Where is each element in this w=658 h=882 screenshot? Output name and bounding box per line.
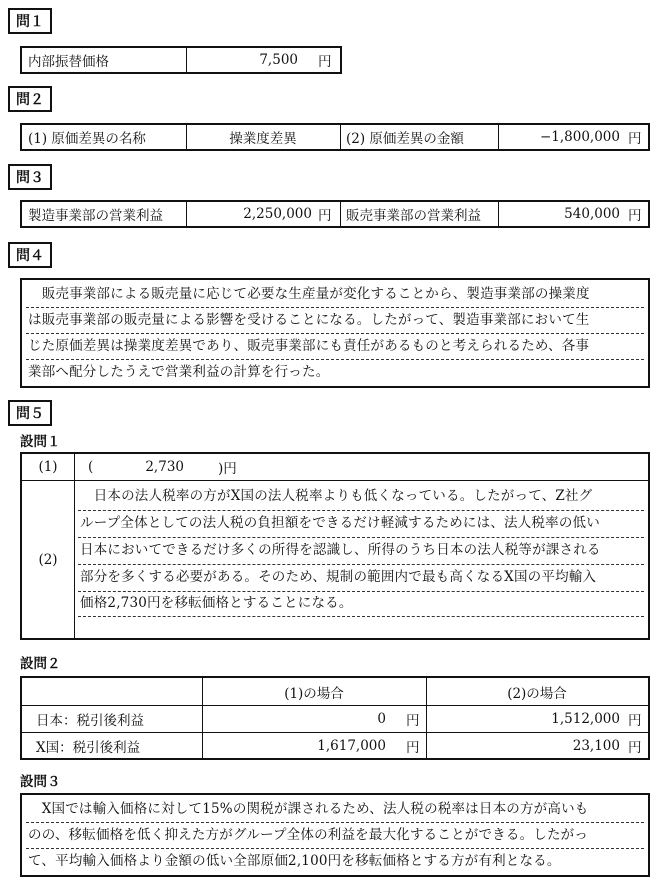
q5-sub2-row1-v1: 0 <box>377 711 386 727</box>
q5-sub2-row2-unit1: 円 <box>406 740 420 756</box>
q5-sub3-line-1: X国では輸入価格に対して15%の関税が課されるため、法人税の税率は日本の方が高いも <box>28 801 589 817</box>
q2-answer-table <box>20 123 650 151</box>
q4-line-2: は販売事業部の販売量による影響を受けることになる。したがって、製造事業部において生 <box>28 312 590 328</box>
q5-sub3-line-2: のの、移転価格を低く抑えた方がグループ全体の利益を最大化することができる。したがっ <box>28 827 589 843</box>
q2-part2-value: −1,800,000 <box>539 129 620 145</box>
q5-sub1-row1-open: ( <box>88 459 94 475</box>
q5-sub2-row2-v2: 23,100 <box>572 738 620 754</box>
q5-sub2-row1-label: 日本：税引後利益 <box>36 713 144 729</box>
q5-sub1-line-2: ループ全体としての法人税の負担額をできるだけ軽減するためには、法人税率の低い <box>80 515 600 531</box>
q2-part1-value: 操業度差異 <box>229 131 297 147</box>
q5-sub2-col1-header: (1)の場合 <box>284 685 344 702</box>
q5-sub1-row1-no: (1) <box>38 459 58 475</box>
question-5-label: 問５ <box>8 400 52 426</box>
q3-left-unit: 円 <box>318 208 332 224</box>
q2-part1-label: (1) 原価差異の名称 <box>28 131 146 147</box>
q5-sub1-line-5: 価格2,730円を移転価格とすることになる。 <box>80 595 353 611</box>
q5-sub2-row2-unit2: 円 <box>628 740 642 756</box>
q5-sub1-label: 設問１ <box>20 434 61 450</box>
q5-sub2-table <box>20 676 650 760</box>
q1-unit: 円 <box>318 54 332 70</box>
q2-part2-label: (2) 原価差異の金額 <box>346 131 464 147</box>
q5-sub1-row1-close: )円 <box>218 461 237 477</box>
q1-item-label: 内部振替価格 <box>28 54 109 70</box>
q3-left-label: 製造事業部の営業利益 <box>28 208 163 224</box>
q5-sub2-row2-label: X国：税引後利益 <box>36 740 141 756</box>
q5-sub1-row1-value: 2,730 <box>145 459 184 475</box>
q5-sub3-line-3: て、平均輸入価格より金額の低い全部原価2,100円を移転価格とする方が有利となる。 <box>28 853 561 869</box>
question-4-label: 問４ <box>8 242 52 268</box>
q3-right-value: 540,000 <box>564 206 620 222</box>
q1-answer-table <box>20 46 342 74</box>
q5-sub3-label: 設問３ <box>20 774 61 790</box>
q3-answer-table <box>20 200 650 228</box>
q5-sub1-line-3: 日本においてできるだけ多くの所得を認識し、所得のうち日本の法人税等が課される <box>80 542 601 558</box>
question-1-label: 問１ <box>8 8 52 34</box>
q3-left-value: 2,250,000 <box>243 206 312 222</box>
question-3-label: 問３ <box>8 164 52 190</box>
q5-sub1-table <box>20 452 650 640</box>
question-2-label: 問２ <box>8 86 52 112</box>
q3-right-unit: 円 <box>628 208 642 224</box>
q4-answer-box <box>20 278 650 388</box>
q5-sub2-row1-unit2: 円 <box>628 713 642 729</box>
q4-line-1: 販売事業部による販売量に応じて必要な生産量が変化することから、製造事業部の操業度 <box>28 286 590 302</box>
q5-sub1-row2-no: (2) <box>38 551 58 568</box>
q5-sub1-line-1: 日本の法人税率の方がX国の法人税率よりも低くなっている。したがって、Z社グ <box>80 488 593 504</box>
q5-sub2-row1-unit1: 円 <box>406 713 420 729</box>
q1-value: 7,500 <box>259 52 298 68</box>
q5-sub2-col2-header: (2)の場合 <box>507 685 567 702</box>
q5-sub2-label: 設問２ <box>20 656 61 672</box>
q2-unit: 円 <box>628 131 642 147</box>
q5-sub2-row1-v2: 1,512,000 <box>551 711 620 727</box>
q4-line-4: 業部へ配分したうえで営業利益の計算を行った。 <box>28 364 330 380</box>
q3-right-label: 販売事業部の営業利益 <box>346 208 481 224</box>
q5-sub2-row2-v1: 1,617,000 <box>317 738 386 754</box>
q5-sub3-answer-box <box>20 793 650 877</box>
q4-line-3: じた原価差異は操業度差異であり、販売事業部にも責任があるものと考えられるため、各事 <box>28 338 590 354</box>
q5-sub1-line-4: 部分を多くする必要がある。そのため、規制の範囲内で最も高くなるX国の平均輸入 <box>80 569 597 585</box>
